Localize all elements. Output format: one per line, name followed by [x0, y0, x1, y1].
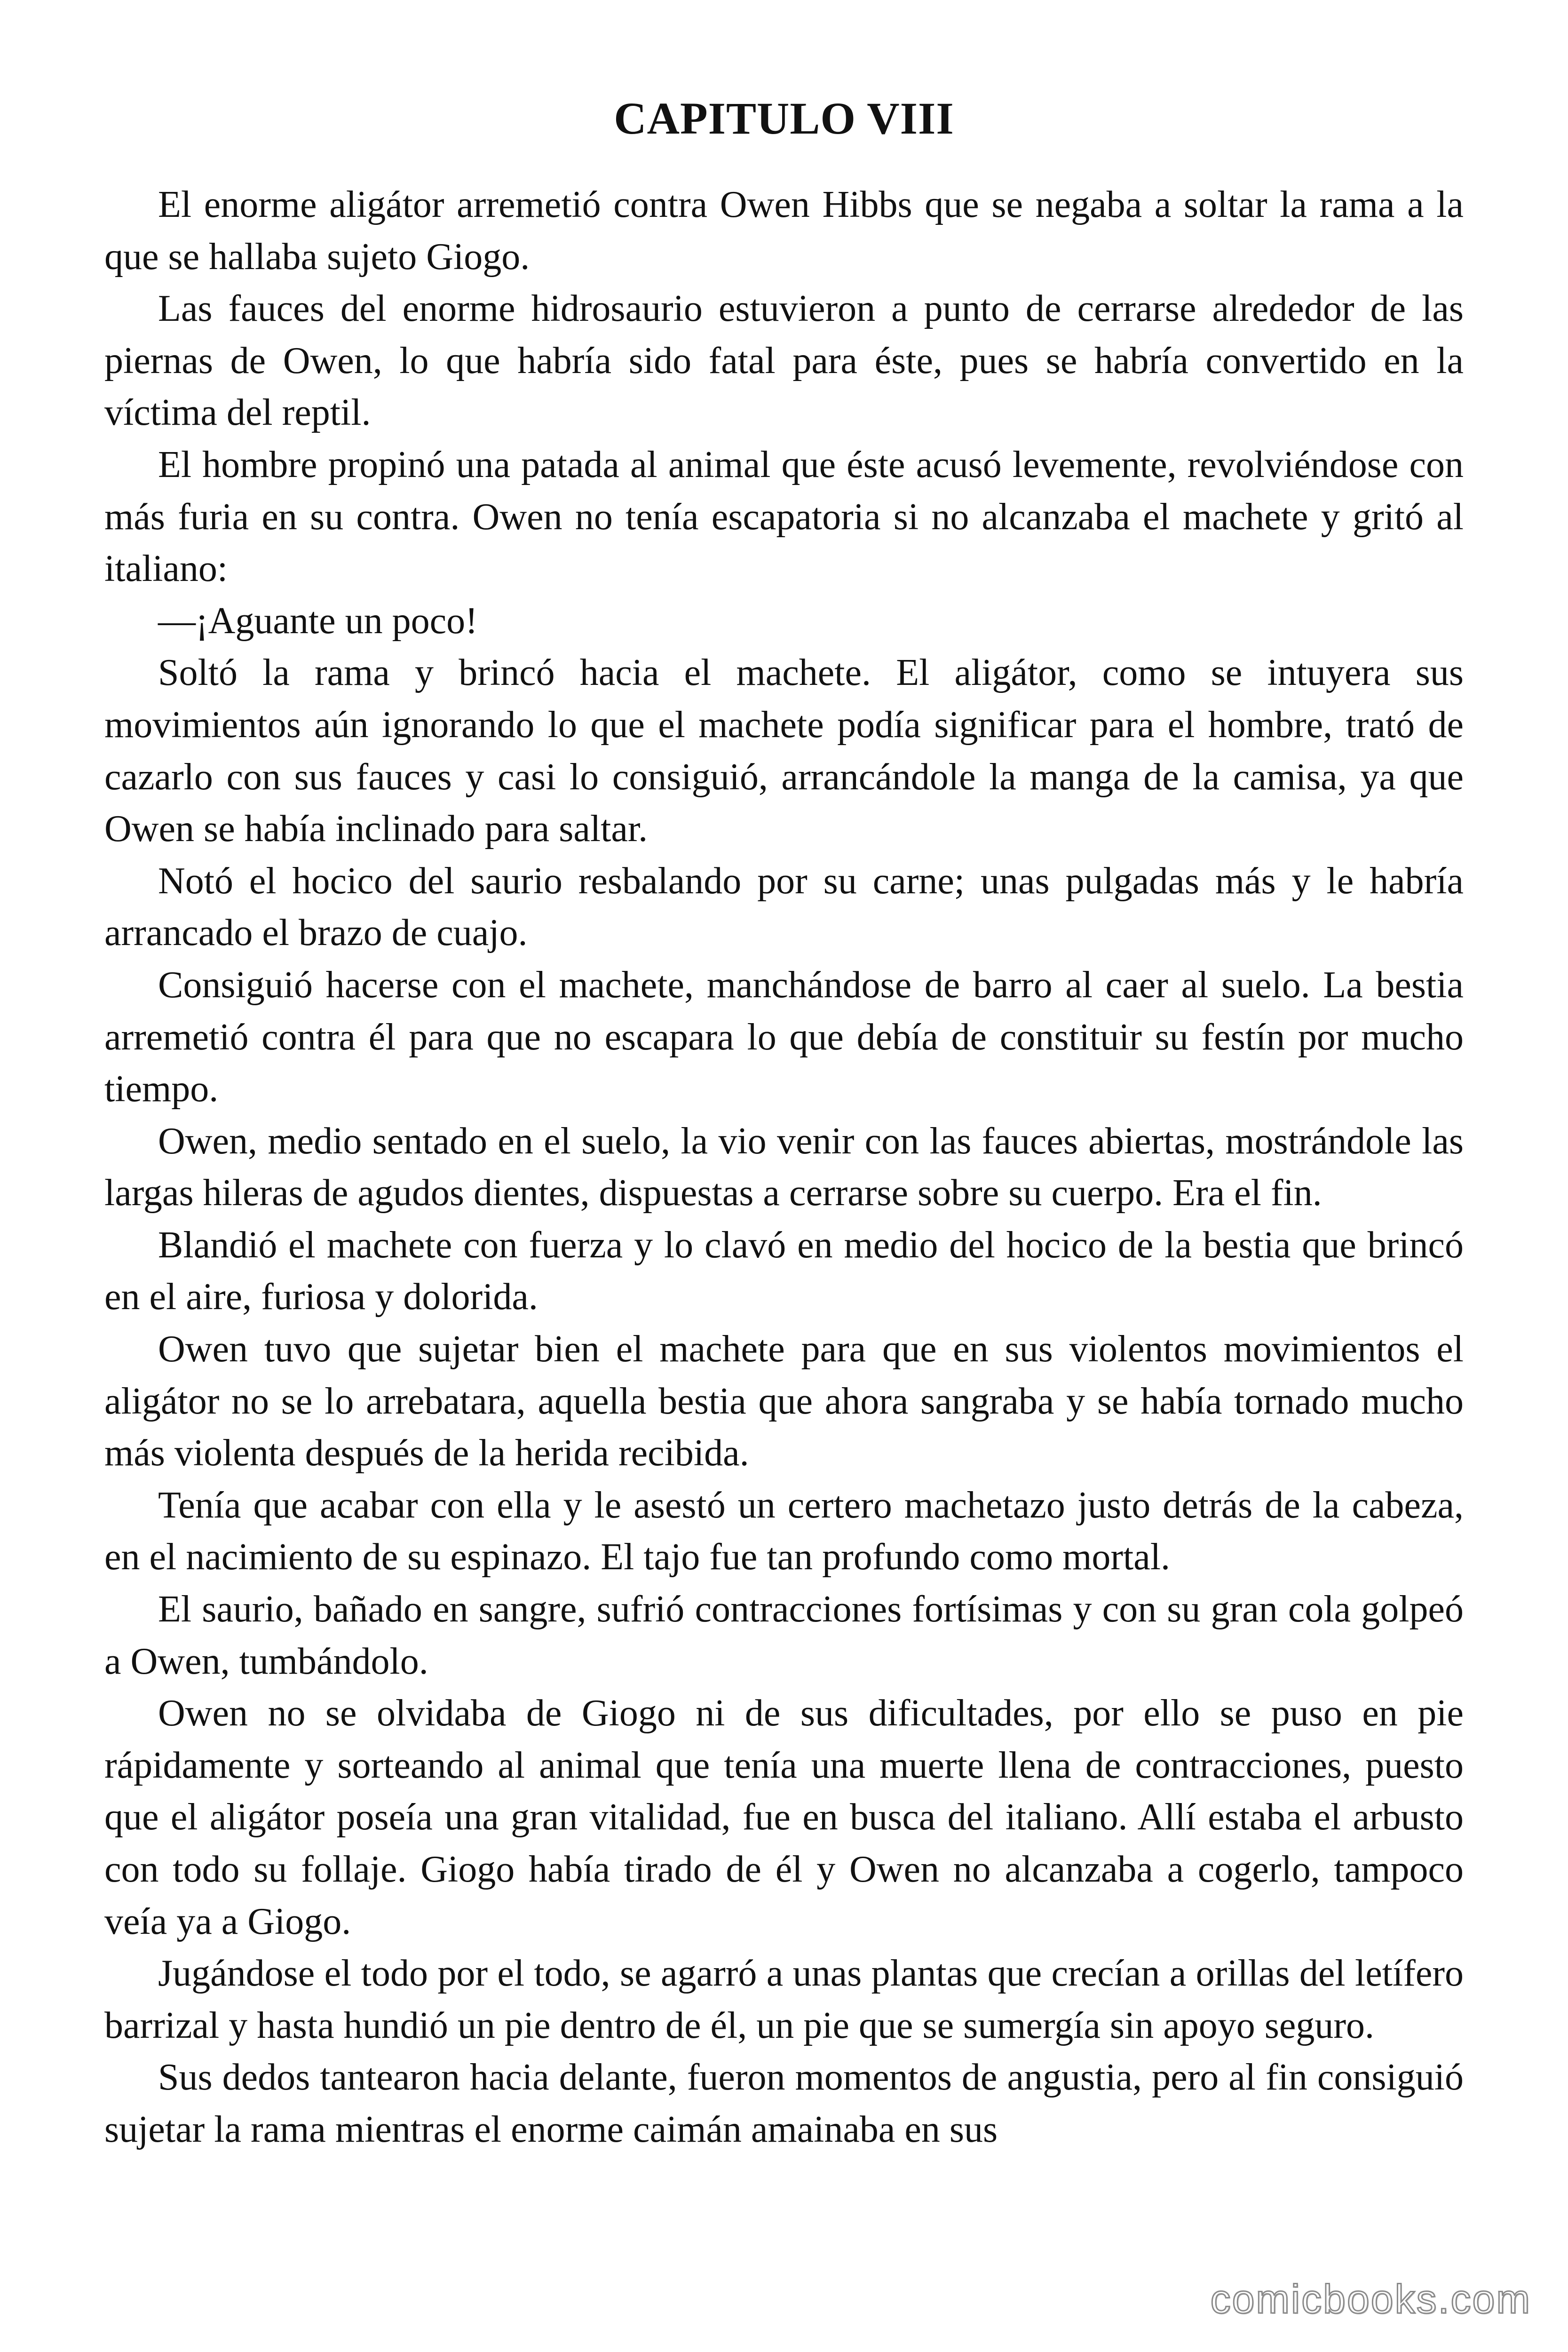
paragraph: El enorme aligátor arremetió contra Owen Hibbs que se negaba a soltar la rama a la que se hallaba sujeto Giogo. [104, 184, 1464, 278]
paragraph: Tenía que acabar con ella y le asestó un certero machetazo justo detrás de la cabeza, en el nacimiento de su espinazo. El tajo fue tan profundo como mortal. [104, 1484, 1464, 1578]
paragraph: Owen tuvo que sujetar bien el machete para que en sus violentos movimientos el aligátor no se lo arrebatara, aquella bestia que ahora sangraba y se había tornado mucho más violenta después de la herida recibida. [104, 1328, 1464, 1474]
paragraph: Owen no se olvidaba de Giogo ni de sus dificultades, por ello se puso en pie rápidamente y sorteando al animal que tenía una muerte llena de contracciones, puesto que el aligátor poseía una gran vitalidad, fue en busca del italiano. Allí estaba el arbusto con todo su follaje. Giogo había tirado de él y Owen no alcanzaba a cogerlo, tampoco veía ya a Giogo. [104, 1692, 1464, 1942]
paragraph: Las fauces del enorme hidrosaurio estuvieron a punto de cerrarse alrededor de las piernas de Owen, lo que habría sido fatal para éste, pues se habría convertido en la víctima del reptil. [104, 288, 1464, 434]
paragraph: Sus dedos tantearon hacia delante, fueron momentos de angustia, pero al fin consiguió sujetar la rama mientras el enorme caimán amainaba en sus [104, 2057, 1464, 2150]
chapter-body [104, 179, 1464, 2156]
watermark: comicbooks.com [1210, 2277, 1531, 2322]
chapter-title: CAPITULO VIII [614, 93, 954, 144]
paragraph: El hombre propinó una patada al animal que éste acusó levemente, revolviéndose con más furia en su contra. Owen no tenía escapatoria si no alcanzaba el machete y gritó al italiano: [104, 444, 1464, 590]
paragraph: Jugándose el todo por el todo, se agarró a unas plantas que crecían a orillas del letífero barrizal y hasta hundió un pie dentro de él, un pie que se sumergía sin apoyo seguro. [104, 1953, 1464, 2046]
paragraph: Blandió el machete con fuerza y lo clavó en medio del hocico de la bestia que brincó en el aire, furiosa y dolorida. [104, 1224, 1464, 1318]
paragraph: Owen, medio sentado en el suelo, la vio venir con las fauces abiertas, mostrándole las largas hileras de agudos dientes, dispuestas a cerrarse sobre su cuerpo. Era el fin. [104, 1120, 1464, 1214]
paragraph: Consiguió hacerse con el machete, manchándose de barro al caer al suelo. La bestia arremetió contra él para que no escapara lo que debía de constituir su festín por mucho tiempo. [104, 964, 1464, 1110]
paragraph: El saurio, bañado en sangre, sufrió contracciones fortísimas y con su gran cola golpeó a Owen, tumbándolo. [104, 1589, 1464, 1682]
paragraph: —¡Aguante un poco! [158, 600, 478, 642]
paragraph: Soltó la rama y brincó hacia el machete. El aligátor, como se intuyera sus movimientos aún ignorando lo que el machete podía significar para el hombre, trató de cazarlo con sus fauces y casi lo consiguió, arrancándole la manga de la camisa, ya que Owen se había inclinado para saltar. [104, 652, 1464, 850]
paragraph: Notó el hocico del saurio resbalando por su carne; unas pulgadas más y le habría arrancado el brazo de cuajo. [104, 860, 1464, 954]
